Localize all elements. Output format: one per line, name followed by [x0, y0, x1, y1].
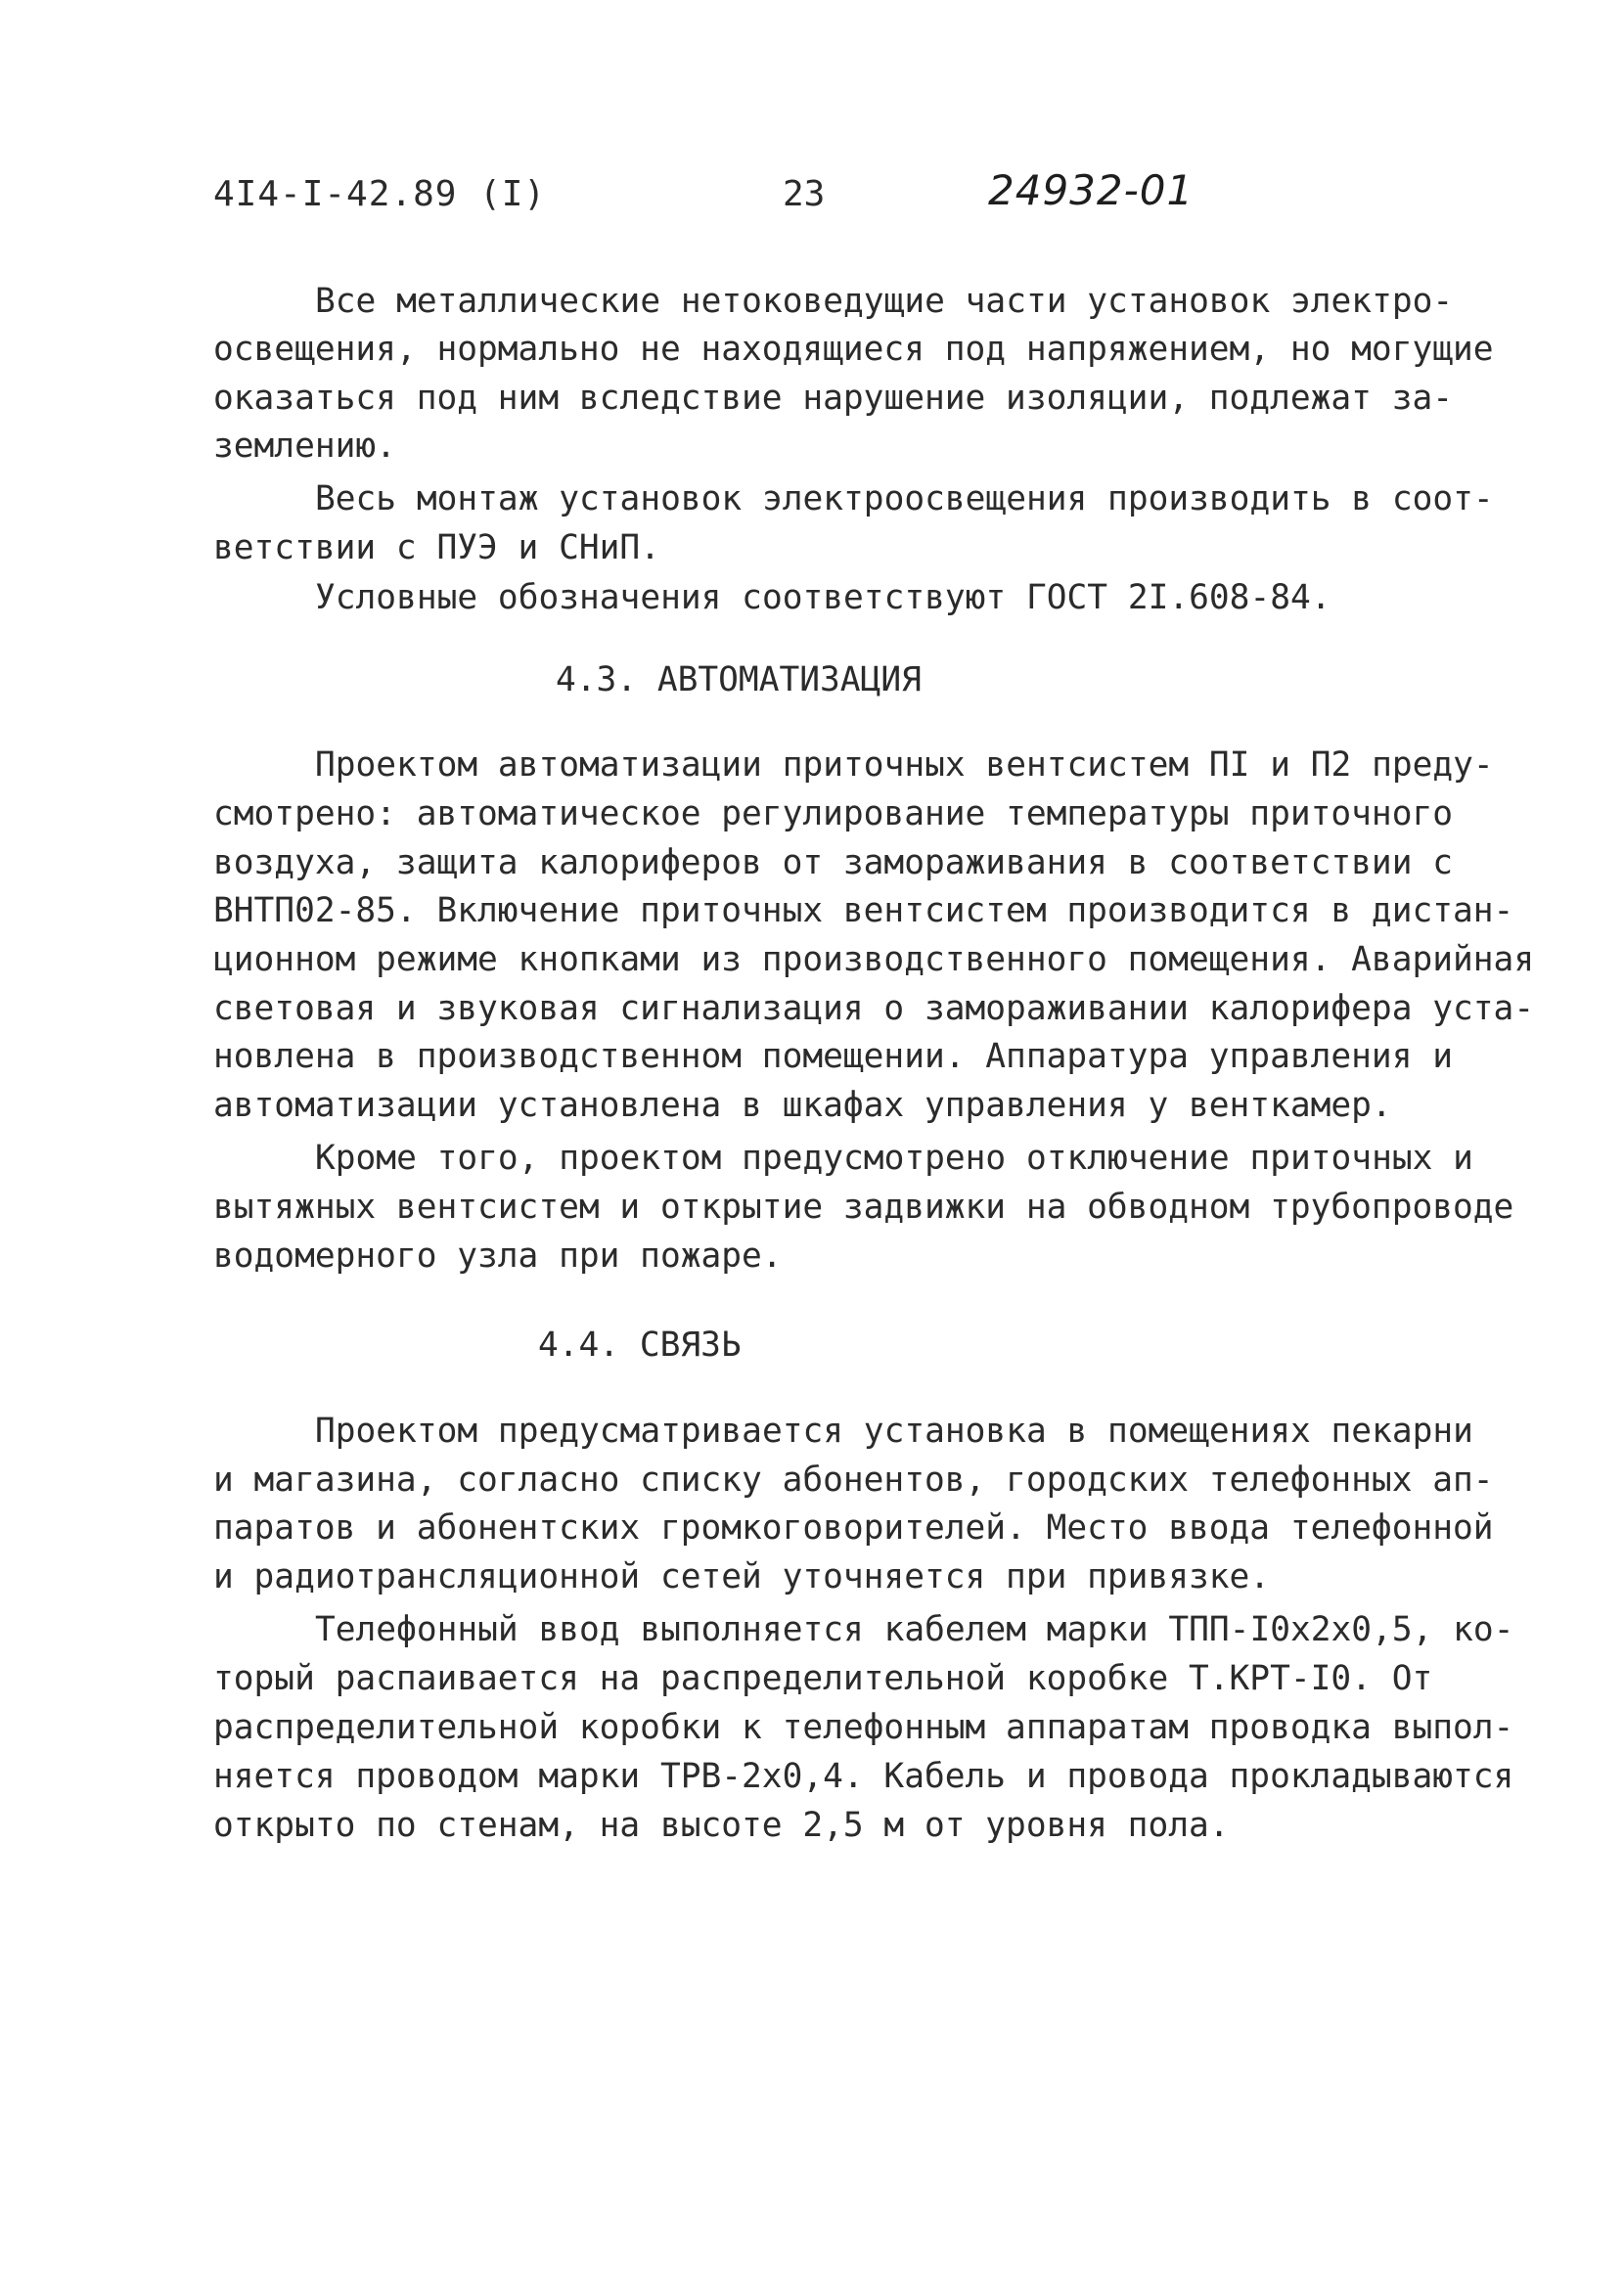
text-line: освещения, нормально не находящиеся под напряжением, но могущие — [213, 330, 1494, 369]
section-heading-communication: 4.4. СВЯЗЬ — [538, 1326, 742, 1365]
page-header — [0, 166, 1624, 233]
section-heading-automation: 4.3. АВТОМАТИЗАЦИЯ — [556, 660, 922, 699]
text-line: Все металлические нетоковедущие части установок электро- — [315, 282, 1454, 321]
text-line: ВНТП02-85. Включение приточных вентсистем производится в дистан- — [213, 891, 1514, 930]
text-line: Телефонный ввод выполняется кабелем марки ТПП-I0х2х0,5, ко- — [315, 1610, 1514, 1649]
text-line: водомерного узла при пожаре. — [213, 1236, 783, 1276]
text-line: смотрено: автоматическое регулирование температуры приточного — [213, 794, 1454, 833]
text-line: Условные обозначения соответствуют ГОСТ 2I.608-84. — [315, 578, 1331, 617]
text-line: Весь монтаж установок электроосвещения производить в соот- — [315, 479, 1494, 518]
text-line: и радиотрансляционной сетей уточняется при привязке. — [213, 1557, 1271, 1596]
text-line: Проектом автоматизации приточных вентсистем ПI и П2 преду- — [315, 745, 1494, 785]
text-line: новлена в производственном помещении. Аппаратура управления и — [213, 1037, 1454, 1076]
inventory-number: 24932-01 — [988, 166, 1195, 214]
text-line: вытяжных вентсистем и открытие задвижки на обводном трубопроводе — [213, 1188, 1514, 1227]
text-line: открыто по стенам, на высоте 2,5 м от уровня пола. — [213, 1806, 1230, 1845]
text-line: световая и звуковая сигнализация о замораживании калорифера уста- — [213, 989, 1535, 1028]
text-line: торый распаивается на распределительной коробке Т.КРТ-I0. От — [213, 1659, 1433, 1698]
text-line: Кроме того, проектом предусмотрено отключение приточных и — [315, 1139, 1473, 1178]
page-number: 23 — [783, 174, 826, 214]
text-line: оказаться под ним вследствие нарушение изоляции, подлежат за- — [213, 379, 1454, 418]
document-code: 4I4-I-42.89 (I) — [213, 174, 547, 214]
text-line: ционном режиме кнопками из производственного помещения. Аварийная — [213, 940, 1535, 979]
text-line: автоматизации установлена в шкафах управления у венткамер. — [213, 1086, 1392, 1125]
text-line: паратов и абонентских громкоговорителей. Место ввода телефонной — [213, 1508, 1494, 1548]
text-line: ветствии с ПУЭ и СНиП. — [213, 528, 660, 567]
text-line: няется проводом марки ТРВ-2х0,4. Кабель и провода прокладываются — [213, 1757, 1514, 1796]
text-line: Проектом предусматривается установка в помещениях пекарни — [315, 1412, 1473, 1451]
text-line: землению. — [213, 427, 396, 466]
text-line: распределительной коробки к телефонным аппаратам проводка выпол- — [213, 1708, 1514, 1747]
text-line: воздуха, защита калориферов от замораживания в соответствии с — [213, 843, 1454, 882]
text-line: и магазина, согласно списку абонентов, городских телефонных ап- — [213, 1461, 1494, 1500]
